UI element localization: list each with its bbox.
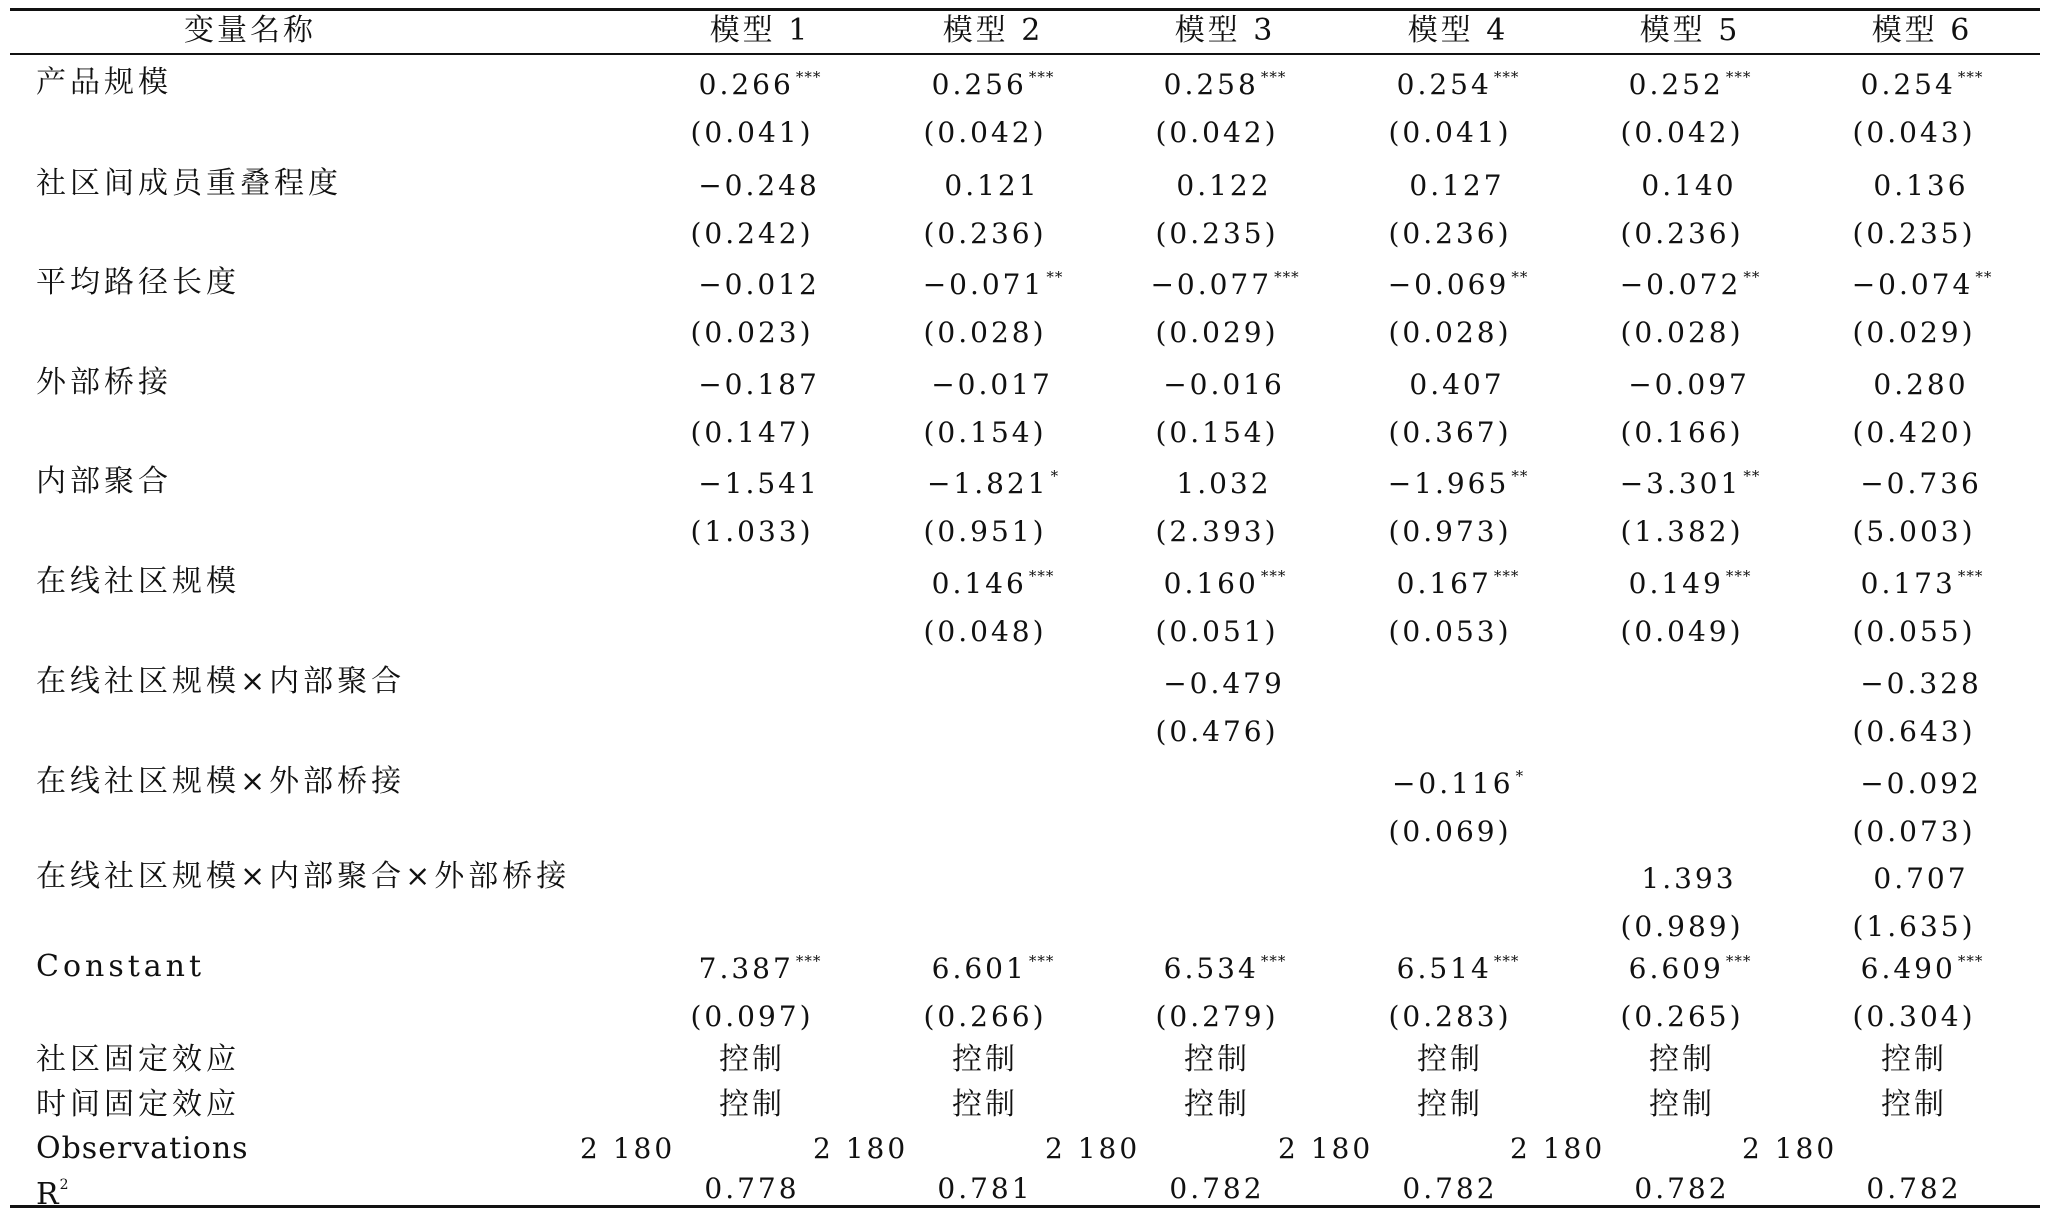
observations-value: 2 180 <box>813 1132 909 1165</box>
std-error-cell: (0.951) <box>923 515 1047 548</box>
observations-value: 2 180 <box>1510 1132 1606 1165</box>
significance-stars: ** <box>1975 268 1993 286</box>
coef-cell <box>878 268 1108 306</box>
coef-cell <box>1110 667 1340 705</box>
coef-value: −0.074 <box>1851 268 1974 301</box>
std-error-cell: (0.073) <box>1852 815 1976 848</box>
std-error-cell: (0.154) <box>1155 416 1279 449</box>
coef-value: 6.601 <box>931 952 1027 985</box>
control-value: 控制 <box>1649 1042 1715 1077</box>
coef-value: −0.097 <box>1628 368 1750 401</box>
row-label: 在线社区规模 <box>36 564 240 599</box>
r-squared-superscript: 2 <box>59 1177 70 1193</box>
std-error-cell: (0.242) <box>690 217 814 250</box>
control-value: 控制 <box>952 1042 1018 1077</box>
coef-cell <box>878 567 1108 605</box>
std-error-cell: (0.266) <box>923 1000 1047 1033</box>
significance-stars: *** <box>1028 68 1055 86</box>
std-error-cell: (0.048) <box>923 615 1047 648</box>
coef-value: −0.016 <box>1163 368 1285 401</box>
coef-cell <box>1807 368 2037 406</box>
coef-value: −0.328 <box>1860 667 1982 700</box>
control-value: 控制 <box>1881 1042 1947 1077</box>
r-squared-value: 0.781 <box>937 1172 1033 1205</box>
coef-value: 0.254 <box>1396 68 1492 101</box>
coef-cell <box>1343 268 1573 306</box>
significance-stars: *** <box>1260 68 1287 86</box>
std-error-cell: (0.028) <box>923 316 1047 349</box>
r-squared-value: 0.782 <box>1634 1172 1730 1205</box>
significance-stars: ** <box>1743 467 1761 485</box>
row-label: Constant <box>36 949 206 984</box>
control-label: 时间固定效应 <box>36 1087 240 1122</box>
control-value: 控制 <box>719 1087 785 1122</box>
header-model-3: 模型 3 <box>1174 13 1276 48</box>
coef-value: −0.017 <box>931 368 1053 401</box>
control-value: 控制 <box>952 1087 1018 1122</box>
header-model-4: 模型 4 <box>1407 13 1509 48</box>
coef-value: 0.136 <box>1873 169 1969 202</box>
coef-cell <box>1807 467 2037 505</box>
coef-cell <box>1575 467 1805 505</box>
std-error-cell: (0.989) <box>1620 910 1744 943</box>
significance-stars: * <box>1515 767 1525 785</box>
coef-cell <box>1343 68 1573 106</box>
std-error-cell: (0.049) <box>1620 615 1744 648</box>
coef-value: −0.012 <box>698 268 820 301</box>
coef-value: −0.736 <box>1860 467 1982 500</box>
coef-cell <box>1807 952 2037 990</box>
std-error-cell: (2.393) <box>1155 515 1279 548</box>
coef-cell <box>878 368 1108 406</box>
std-error-cell: (0.023) <box>690 316 814 349</box>
observations-label: Observations <box>36 1131 249 1166</box>
std-error-cell: (0.973) <box>1388 515 1512 548</box>
coef-cell <box>878 467 1108 505</box>
coef-value: 6.490 <box>1860 952 1956 985</box>
observations-value: 2 180 <box>1278 1132 1374 1165</box>
std-error-cell: (0.041) <box>690 116 814 149</box>
std-error-cell: (5.003) <box>1852 515 1976 548</box>
std-error-cell: (0.236) <box>1620 217 1744 250</box>
std-error-cell: (0.029) <box>1852 316 1976 349</box>
row-label: 在线社区规模×外部桥接 <box>36 764 406 799</box>
std-error-cell: (0.420) <box>1852 416 1976 449</box>
coef-cell <box>645 68 875 106</box>
control-value: 控制 <box>719 1042 785 1077</box>
control-value: 控制 <box>1184 1087 1250 1122</box>
std-error-cell: (0.476) <box>1155 715 1279 748</box>
coef-value: −0.116 <box>1391 767 1514 800</box>
std-error-cell: (0.055) <box>1852 615 1976 648</box>
significance-stars: ** <box>1511 268 1529 286</box>
std-error-cell: (0.367) <box>1388 416 1512 449</box>
coef-cell <box>645 368 875 406</box>
coef-value: −0.092 <box>1860 767 1982 800</box>
coef-cell <box>878 169 1108 207</box>
observations-value: 2 180 <box>580 1132 676 1165</box>
header-variable-name: 变量名称 <box>184 13 316 48</box>
coef-value: −0.072 <box>1619 268 1742 301</box>
coef-value: 0.173 <box>1860 567 1956 600</box>
significance-stars: * <box>1050 467 1060 485</box>
coef-value: 0.707 <box>1873 862 1969 895</box>
r-squared-value: 0.778 <box>704 1172 800 1205</box>
coef-cell <box>645 467 875 505</box>
coef-value: 0.146 <box>931 567 1027 600</box>
coef-cell <box>1575 169 1805 207</box>
coef-value: 6.534 <box>1163 952 1259 985</box>
coef-cell <box>1575 68 1805 106</box>
std-error-cell: (0.279) <box>1155 1000 1279 1033</box>
significance-stars: *** <box>795 952 822 970</box>
significance-stars: *** <box>1493 567 1520 585</box>
header-model-2: 模型 2 <box>942 13 1044 48</box>
std-error-cell: (0.236) <box>923 217 1047 250</box>
observations-value: 2 180 <box>1045 1132 1141 1165</box>
coef-cell <box>1343 368 1573 406</box>
header-rule <box>10 53 2040 55</box>
coef-cell <box>1110 68 1340 106</box>
std-error-cell: (0.235) <box>1155 217 1279 250</box>
coef-value: 0.121 <box>944 169 1040 202</box>
row-label: 平均路径长度 <box>36 265 240 300</box>
coef-value: 0.258 <box>1163 68 1259 101</box>
significance-stars: *** <box>1957 567 1984 585</box>
control-value: 控制 <box>1184 1042 1250 1077</box>
std-error-cell: (0.154) <box>923 416 1047 449</box>
coef-cell <box>1807 268 2037 306</box>
coef-cell <box>1343 467 1573 505</box>
coef-cell <box>878 952 1108 990</box>
coef-value: −0.479 <box>1163 667 1285 700</box>
control-label: 社区固定效应 <box>36 1042 240 1077</box>
coef-cell <box>645 169 875 207</box>
coef-value: −1.821 <box>926 467 1049 500</box>
significance-stars: *** <box>1493 68 1520 86</box>
coef-value: −0.187 <box>698 368 820 401</box>
coef-cell <box>1807 667 2037 705</box>
coef-value: 0.280 <box>1873 368 1969 401</box>
significance-stars: *** <box>1274 268 1300 286</box>
coef-cell <box>645 268 875 306</box>
coef-value: 0.252 <box>1628 68 1724 101</box>
control-value: 控制 <box>1417 1087 1483 1122</box>
coef-value: 0.122 <box>1176 169 1272 202</box>
significance-stars: *** <box>1260 567 1287 585</box>
coef-value: 0.149 <box>1628 567 1724 600</box>
coef-cell <box>1575 952 1805 990</box>
coef-cell <box>878 68 1108 106</box>
coef-cell <box>1575 862 1805 900</box>
coef-value: −1.541 <box>698 467 820 500</box>
coef-cell <box>1575 368 1805 406</box>
coef-cell <box>1343 169 1573 207</box>
significance-stars: *** <box>1028 567 1055 585</box>
r-squared-value: 0.782 <box>1866 1172 1962 1205</box>
significance-stars: *** <box>1260 952 1287 970</box>
significance-stars: ** <box>1046 268 1064 286</box>
coef-value: 6.609 <box>1628 952 1724 985</box>
significance-stars: ** <box>1743 268 1761 286</box>
coef-value: 0.167 <box>1396 567 1492 600</box>
std-error-cell: (0.041) <box>1388 116 1512 149</box>
coef-cell <box>1110 467 1340 505</box>
std-error-cell: (0.051) <box>1155 615 1279 648</box>
coef-value: 6.514 <box>1396 952 1492 985</box>
std-error-cell: (0.304) <box>1852 1000 1976 1033</box>
coef-value: −0.069 <box>1387 268 1510 301</box>
std-error-cell: (0.053) <box>1388 615 1512 648</box>
std-error-cell: (0.028) <box>1620 316 1744 349</box>
row-label: 社区间成员重叠程度 <box>36 166 342 201</box>
significance-stars: ** <box>1511 467 1529 485</box>
control-value: 控制 <box>1649 1087 1715 1122</box>
coef-cell <box>1807 767 2037 805</box>
coef-value: −0.071 <box>922 268 1045 301</box>
coef-value: 0.254 <box>1860 68 1956 101</box>
coef-value: 0.407 <box>1409 368 1505 401</box>
std-error-cell: (0.097) <box>690 1000 814 1033</box>
std-error-cell: (0.042) <box>1155 116 1279 149</box>
row-label: 外部桥接 <box>36 365 172 400</box>
control-value: 控制 <box>1881 1087 1947 1122</box>
significance-stars: *** <box>1725 567 1752 585</box>
std-error-cell: (0.283) <box>1388 1000 1512 1033</box>
row-label: 内部聚合 <box>36 464 172 499</box>
coef-value: 0.127 <box>1409 169 1505 202</box>
std-error-cell: (0.166) <box>1620 416 1744 449</box>
coef-value: 0.160 <box>1163 567 1259 600</box>
coef-cell <box>1110 952 1340 990</box>
coef-value: 1.032 <box>1176 467 1272 500</box>
coef-cell <box>1343 952 1573 990</box>
std-error-cell: (0.042) <box>923 116 1047 149</box>
coef-value: −1.965 <box>1387 467 1510 500</box>
significance-stars: *** <box>1957 952 1984 970</box>
coef-cell <box>1807 68 2037 106</box>
coef-cell <box>1343 567 1573 605</box>
header-model-6: 模型 6 <box>1871 13 1973 48</box>
coef-cell <box>645 952 875 990</box>
std-error-cell: (0.069) <box>1388 815 1512 848</box>
coef-value: −3.301 <box>1619 467 1742 500</box>
coef-value: −0.077 <box>1150 268 1273 301</box>
significance-stars: *** <box>1028 952 1055 970</box>
coef-cell <box>1807 169 2037 207</box>
coef-value: 1.393 <box>1641 862 1737 895</box>
significance-stars: *** <box>1957 68 1984 86</box>
std-error-cell: (0.028) <box>1388 316 1512 349</box>
std-error-cell: (1.635) <box>1852 910 1976 943</box>
control-value: 控制 <box>1417 1042 1483 1077</box>
coef-cell <box>1110 368 1340 406</box>
std-error-cell: (1.382) <box>1620 515 1744 548</box>
significance-stars: *** <box>1493 952 1520 970</box>
row-label: 产品规模 <box>36 65 172 100</box>
std-error-cell: (0.147) <box>690 416 814 449</box>
r-squared-letter: R <box>36 1177 60 1212</box>
header-model-1: 模型 1 <box>709 13 811 48</box>
coef-cell <box>1807 567 2037 605</box>
coef-cell <box>1110 169 1340 207</box>
coef-cell <box>1110 567 1340 605</box>
top-rule <box>10 8 2040 11</box>
std-error-cell: (0.042) <box>1620 116 1744 149</box>
header-model-5: 模型 5 <box>1639 13 1741 48</box>
std-error-cell: (0.043) <box>1852 116 1976 149</box>
std-error-cell: (0.029) <box>1155 316 1279 349</box>
coef-cell <box>1807 862 2037 900</box>
std-error-cell: (1.033) <box>690 515 814 548</box>
observations-value: 2 180 <box>1742 1132 1838 1165</box>
coef-value: 0.266 <box>698 68 794 101</box>
coef-value: 0.140 <box>1641 169 1737 202</box>
significance-stars: *** <box>795 68 822 86</box>
row-label: 在线社区规模×内部聚合 <box>36 664 406 699</box>
significance-stars: *** <box>1725 952 1752 970</box>
coef-cell <box>1575 268 1805 306</box>
coef-value: −0.248 <box>698 169 820 202</box>
std-error-cell: (0.235) <box>1852 217 1976 250</box>
coef-cell <box>1575 567 1805 605</box>
significance-stars: *** <box>1725 68 1752 86</box>
std-error-cell: (0.236) <box>1388 217 1512 250</box>
std-error-cell: (0.265) <box>1620 1000 1744 1033</box>
coef-value: 7.387 <box>698 952 794 985</box>
coef-cell <box>1110 268 1340 306</box>
row-label: 在线社区规模×内部聚合×外部桥接 <box>36 859 571 894</box>
r-squared-value: 0.782 <box>1169 1172 1265 1205</box>
coef-cell <box>1343 767 1573 805</box>
r-squared-label <box>36 1172 70 1212</box>
std-error-cell: (0.643) <box>1852 715 1976 748</box>
coef-value: 0.256 <box>931 68 1027 101</box>
r-squared-value: 0.782 <box>1402 1172 1498 1205</box>
